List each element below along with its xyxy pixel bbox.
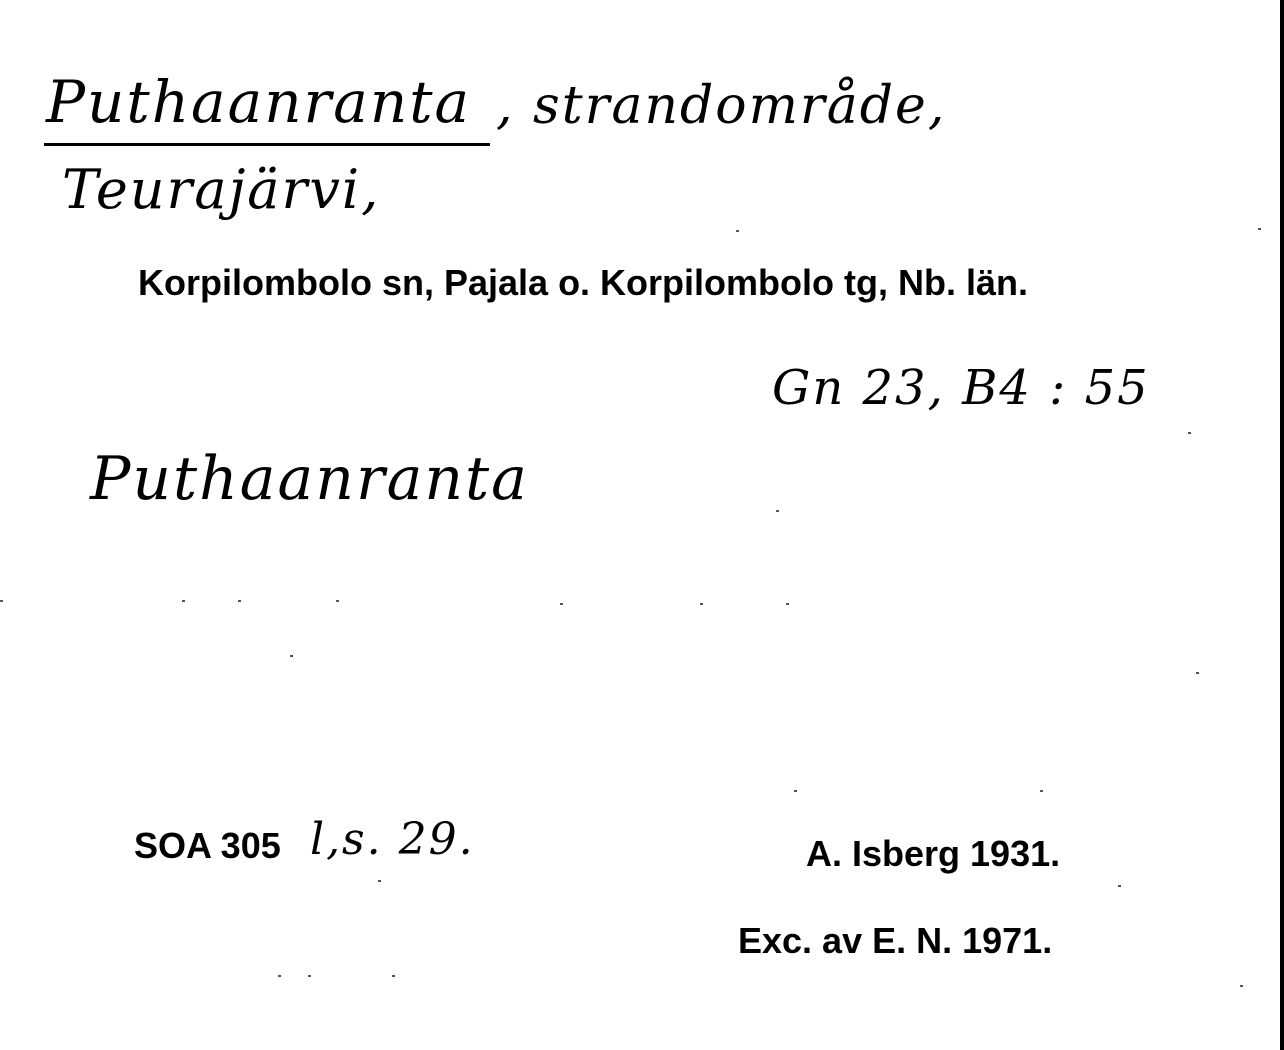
scan-speck [378, 880, 381, 882]
scan-speck [786, 603, 789, 605]
scan-speck [1196, 672, 1199, 674]
source-handwritten: l,s. 29. [310, 814, 475, 865]
excerpt-line: Exc. av E. N. 1971. [738, 920, 1053, 961]
scan-speck [560, 603, 563, 605]
scan-speck [776, 510, 779, 512]
scan-speck [308, 975, 311, 977]
heading-line-2: Teurajärvi, [62, 158, 381, 221]
scan-speck [1188, 432, 1191, 434]
scan-speck [794, 790, 797, 792]
scan-speck [0, 600, 3, 602]
scan-speck [392, 975, 395, 977]
source-printed: SOA 305 [134, 825, 281, 866]
collector-line: A. Isberg 1931. [806, 833, 1061, 874]
scan-speck [736, 230, 739, 232]
card-right-edge [1280, 0, 1284, 1050]
place-name-heading: Puthaanranta [46, 68, 472, 136]
scan-speck [238, 600, 241, 602]
location-line: Korpilombolo sn, Pajala o. Korpilombolo tg, Nb. län. [138, 262, 1029, 303]
heading-underline [44, 143, 490, 146]
map-reference: Gn 23, B4 : 55 [772, 360, 1150, 416]
scan-speck [1040, 790, 1043, 792]
scan-speck [182, 600, 185, 602]
scan-speck [336, 600, 339, 602]
scan-speck [278, 975, 281, 977]
recorded-form: Puthaanranta [90, 444, 529, 514]
scan-speck [290, 655, 293, 657]
scan-speck [1258, 228, 1261, 230]
scan-speck [1240, 985, 1243, 987]
scan-speck [1118, 885, 1121, 887]
heading-description: , strandområde, [496, 76, 947, 136]
scan-speck [700, 603, 703, 605]
